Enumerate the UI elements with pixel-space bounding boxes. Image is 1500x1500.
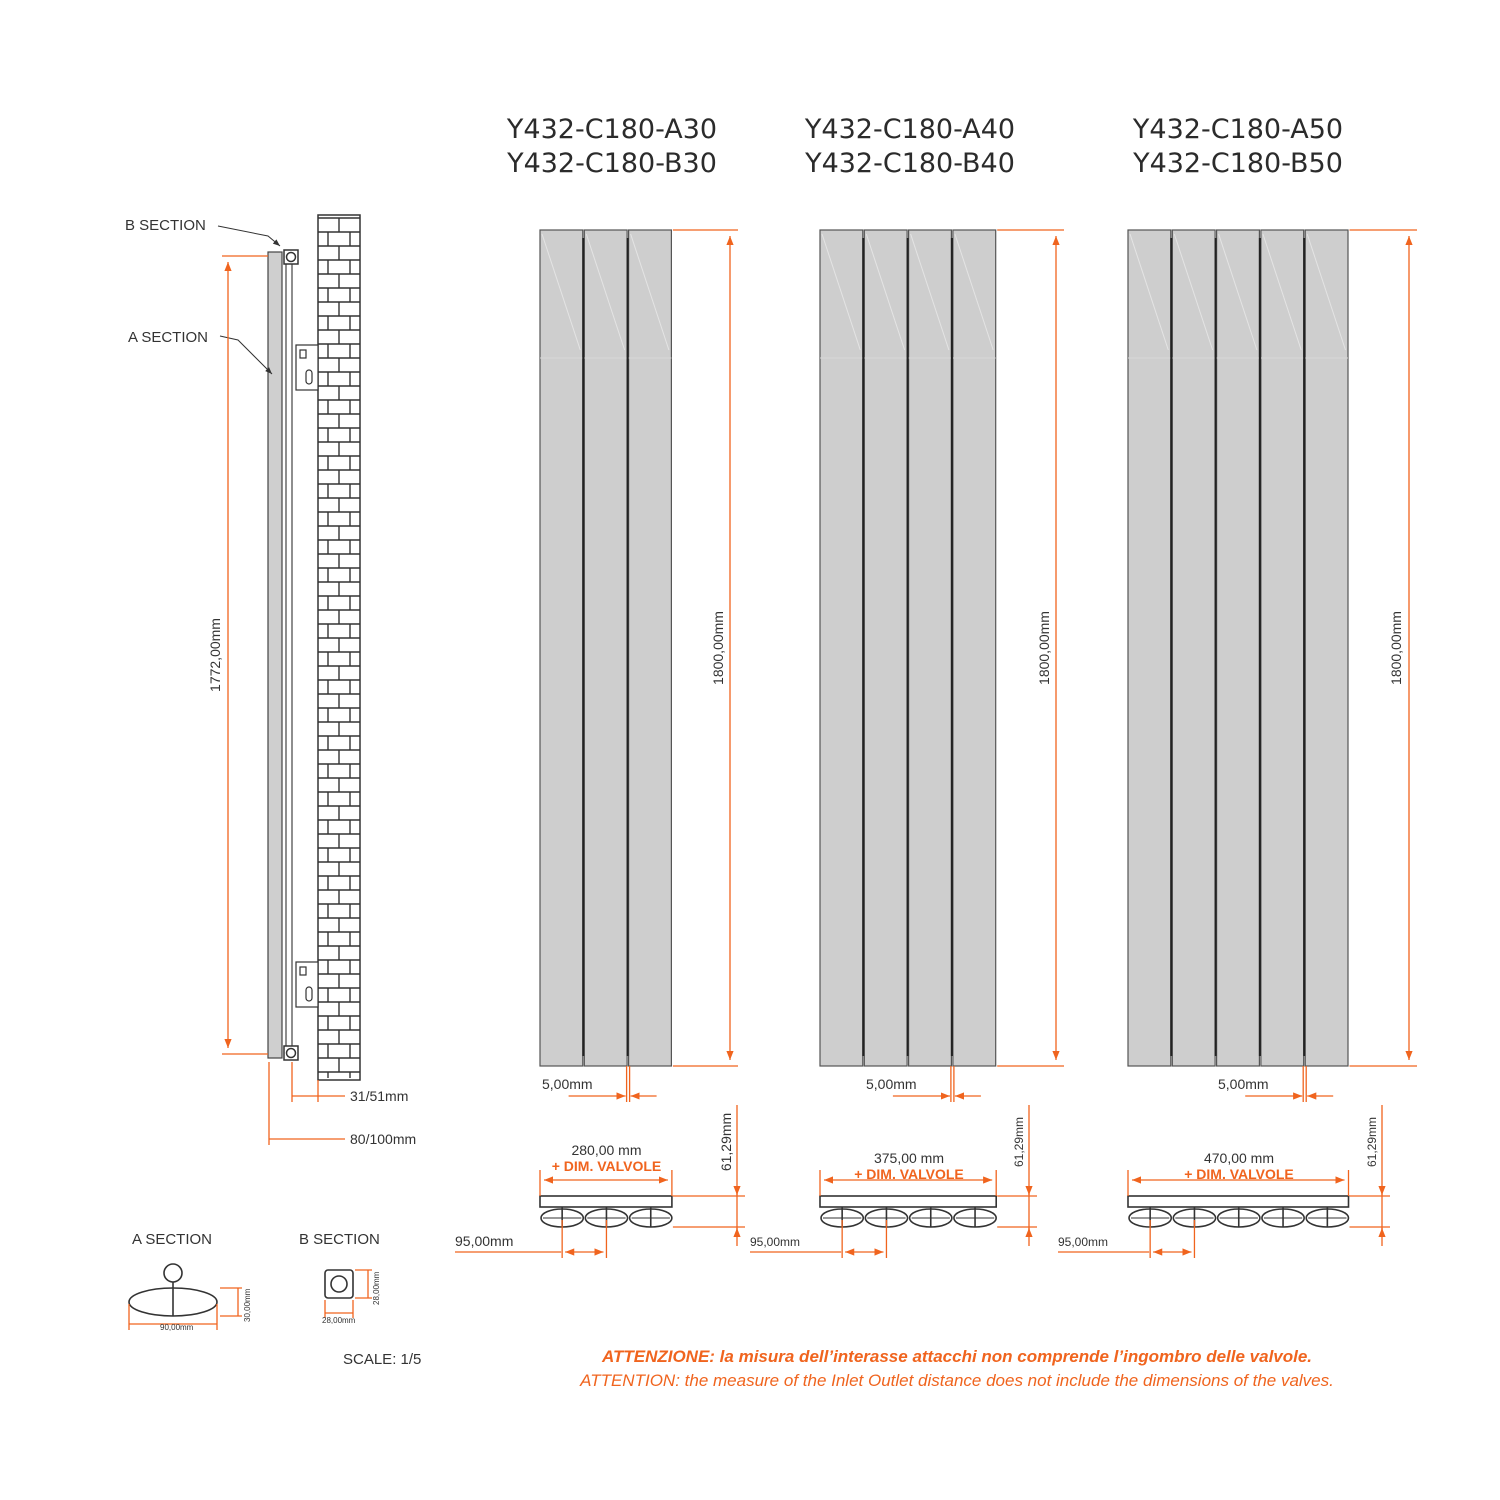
total-depth-value: 80/100mm [350, 1131, 417, 1147]
model-code-a30: Y432-C180-A30 [506, 114, 718, 145]
attention-note-english: ATTENTION: the measure of the Inlet Outlet distance does not include the dimensions of the valves. [580, 1371, 1334, 1390]
b-section-collector-top [284, 250, 298, 264]
model-title-2 [804, 114, 1015, 179]
b-section-detail [299, 1231, 381, 1325]
a-section-label: A SECTION [128, 329, 209, 346]
radiator-column [1261, 230, 1304, 1066]
valve-dimension-note: + DIM. VALVOLE [551, 1158, 662, 1174]
plan-width-value: 375,00 mm [873, 1150, 945, 1166]
valve-dimension-note: + DIM. VALVOLE [854, 1166, 964, 1182]
column-gap-value: 5,00mm [866, 1076, 917, 1092]
column-height-value: 1800,00mm [710, 611, 726, 685]
model-code-a40: Y432-C180-A40 [804, 114, 1016, 145]
brick-wall [318, 215, 360, 1080]
radiator-column [629, 230, 672, 1066]
plan-offset-value: 95,00mm [750, 1235, 801, 1249]
model-code-a50: Y432-C180-A50 [1132, 114, 1344, 145]
radiator-column [540, 230, 583, 1066]
column-height-value: 1800,00mm [1036, 611, 1052, 685]
plan-collector-bar [540, 1196, 672, 1207]
plan-collector-bar [1128, 1196, 1349, 1207]
front-view-model-2 [750, 230, 1064, 1258]
radiator-column [953, 230, 996, 1066]
plan-depth-value: 61,29mm [1365, 1116, 1379, 1168]
radiator-side-profile [268, 252, 282, 1058]
a-section-height: 30,00mm [243, 1288, 252, 1322]
radiator-column [1172, 230, 1215, 1066]
b-section-width: 28,00mm [322, 1316, 356, 1325]
radiator-column [864, 230, 907, 1066]
scale-label: SCALE: 1/5 [343, 1351, 422, 1368]
plan-depth-value: 61,29mm [1012, 1116, 1026, 1168]
radiator-column [1128, 230, 1171, 1066]
front-view-model-3 [1058, 230, 1417, 1258]
plan-width-value: 470,00 mm [1203, 1150, 1275, 1166]
b-section-label: B SECTION [125, 217, 206, 234]
model-title-1 [506, 114, 717, 179]
column-gap-value: 5,00mm [1218, 1076, 1269, 1092]
plan-offset-value: 95,00mm [455, 1233, 514, 1249]
radiator-column [909, 230, 952, 1066]
b-section-height: 28,00mm [372, 1271, 381, 1305]
plan-width-value: 280,00 mm [571, 1142, 642, 1158]
column-height-value: 1800,00mm [1388, 611, 1404, 685]
radiator-column [820, 230, 863, 1066]
model-title-3 [1132, 114, 1343, 179]
model-code-b50: Y432-C180-B50 [1133, 148, 1343, 179]
plan-collector-bar [820, 1196, 996, 1207]
plan-depth-value: 61,29mm [718, 1112, 734, 1172]
a-section-detail [129, 1231, 252, 1332]
wall-bracket-top [296, 345, 318, 390]
side-height-dimension [207, 256, 268, 1054]
b-section-title: B SECTION [299, 1231, 380, 1248]
model-code-b30: Y432-C180-B30 [507, 148, 717, 179]
column-gap-value: 5,00mm [542, 1076, 593, 1092]
wall-bracket-bottom [296, 962, 318, 1007]
plan-offset-value: 95,00mm [1058, 1235, 1109, 1249]
side-height-value: 1772,00mm [207, 618, 223, 692]
model-code-b40: Y432-C180-B40 [805, 148, 1015, 179]
front-views [455, 230, 1417, 1258]
b-section-collector-bottom [284, 1046, 298, 1060]
wall-distance-value: 31/51mm [350, 1088, 409, 1104]
valve-dimension-note: + DIM. VALVOLE [1184, 1166, 1294, 1182]
radiator-column [1217, 230, 1260, 1066]
attention-note-italian: ATTENZIONE: la misura dell’interasse attacchi non comprende l’ingombro delle valvole. [601, 1347, 1313, 1366]
radiator-column [1305, 230, 1348, 1066]
side-view [125, 215, 416, 1147]
radiator-column [584, 230, 627, 1066]
front-view-model-1 [455, 230, 745, 1258]
a-section-width: 90,00mm [160, 1323, 194, 1332]
a-section-title: A SECTION [132, 1231, 213, 1248]
